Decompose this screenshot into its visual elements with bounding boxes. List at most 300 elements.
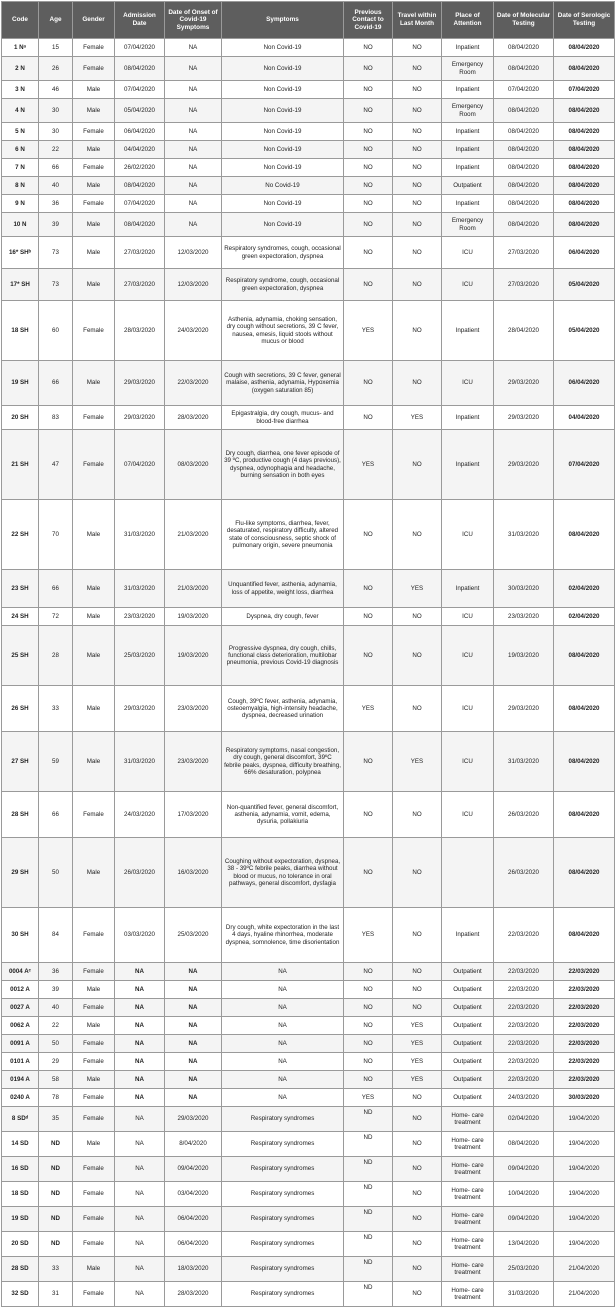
cell-contact: NO (344, 361, 393, 406)
cell-gender: Female (73, 1157, 115, 1182)
cell-serologic: 19/04/2020 (554, 1182, 615, 1207)
cell-molecular: 29/03/2020 (494, 686, 554, 732)
table-row (2, 626, 615, 686)
cell-place: Outpatient (442, 1035, 494, 1053)
cell-admission: 31/03/2020 (115, 570, 165, 608)
cell-code: 9 N (2, 195, 39, 213)
cell-travel: NO (393, 981, 442, 999)
cell-symptoms: NA (222, 1071, 344, 1089)
cell-serologic: 06/04/2020 (554, 361, 615, 406)
table-row (2, 269, 615, 301)
cell-serologic: 21/04/2020 (554, 1282, 615, 1307)
cell-gender: Male (73, 1132, 115, 1157)
cell-age: 30 (39, 123, 73, 141)
cell-serologic: 08/04/2020 (554, 213, 615, 237)
cell-gender: Female (73, 301, 115, 361)
cell-contact: NO (344, 195, 393, 213)
table-row (2, 1089, 615, 1107)
cell-gender: Male (73, 608, 115, 626)
cell-age: 59 (39, 732, 73, 792)
cell-place: Outpatient (442, 999, 494, 1017)
cell-admission: 25/03/2020 (115, 626, 165, 686)
cell-onset: 21/03/2020 (165, 570, 222, 608)
cell-molecular: 10/04/2020 (494, 1182, 554, 1207)
cell-molecular: 09/04/2020 (494, 1207, 554, 1232)
cell-age: 66 (39, 792, 73, 838)
cell-admission: 27/03/2020 (115, 237, 165, 269)
cell-onset: 17/03/2020 (165, 792, 222, 838)
cell-travel: NO (393, 57, 442, 81)
cell-contact: NO (344, 732, 393, 792)
cell-admission: 08/04/2020 (115, 213, 165, 237)
cell-symptoms: Dry cough, diarrhea, one fever episode of 39 ºC, productive cough (4 days previous), dyspnea, odynophagia and headache, burning sensation in both eyes (222, 430, 344, 500)
cell-travel: NO (393, 1107, 442, 1132)
cell-gender: Female (73, 1182, 115, 1207)
cell-serologic: 22/03/2020 (554, 1017, 615, 1035)
cell-contact: NO (344, 141, 393, 159)
cell-place: Outpatient (442, 1053, 494, 1071)
cell-serologic: 05/04/2020 (554, 301, 615, 361)
cell-admission: NA (115, 1107, 165, 1132)
cell-age: 66 (39, 361, 73, 406)
cell-travel: NO (393, 999, 442, 1017)
cell-age: 46 (39, 81, 73, 99)
table-row (2, 1232, 615, 1257)
cell-contact: NO (344, 159, 393, 177)
cell-serologic: 22/03/2020 (554, 999, 615, 1017)
cell-age: 50 (39, 1035, 73, 1053)
cell-serologic: 02/04/2020 (554, 570, 615, 608)
cell-place: Home- care treatment (442, 1257, 494, 1282)
cell-age: 84 (39, 908, 73, 963)
cell-age: 58 (39, 1071, 73, 1089)
cell-onset: NA (165, 195, 222, 213)
cell-contact: NO (344, 99, 393, 123)
cell-admission: 26/02/2020 (115, 159, 165, 177)
cell-molecular: 24/03/2020 (494, 1089, 554, 1107)
cell-molecular: 08/04/2020 (494, 195, 554, 213)
cell-admission: NA (115, 1017, 165, 1035)
header-admission-date: Admission Date (115, 2, 165, 39)
cell-place: Home- care treatment (442, 1207, 494, 1232)
cell-age: 39 (39, 213, 73, 237)
cell-onset: NA (165, 1017, 222, 1035)
cell-travel: NO (393, 195, 442, 213)
cell-onset: NA (165, 39, 222, 57)
cell-place: Outpatient (442, 177, 494, 195)
cell-contact: NO (344, 570, 393, 608)
cell-place: Emergency Room (442, 57, 494, 81)
table-row (2, 908, 615, 963)
cell-contact: ND (344, 1257, 393, 1282)
cell-admission: 07/04/2020 (115, 430, 165, 500)
table-row (2, 1207, 615, 1232)
cell-code: 21 SH (2, 430, 39, 500)
cell-onset: NA (165, 159, 222, 177)
cell-age: 35 (39, 1107, 73, 1132)
cell-admission: NA (115, 981, 165, 999)
cell-admission: 24/03/2020 (115, 792, 165, 838)
cell-place: ICU (442, 269, 494, 301)
cell-onset: NA (165, 1089, 222, 1107)
cell-contact: NO (344, 1071, 393, 1089)
cell-symptoms: Non Covid-19 (222, 39, 344, 57)
cell-contact: YES (344, 430, 393, 500)
cell-age: 70 (39, 500, 73, 570)
cell-travel: YES (393, 1071, 442, 1089)
table-row (2, 981, 615, 999)
cell-travel: NO (393, 99, 442, 123)
table-row (2, 361, 615, 406)
cell-age: 83 (39, 406, 73, 430)
cell-gender: Female (73, 39, 115, 57)
cell-admission: 06/04/2020 (115, 123, 165, 141)
cell-code: 29 SH (2, 838, 39, 908)
table-row (2, 838, 615, 908)
table-row (2, 1035, 615, 1053)
cell-gender: Male (73, 686, 115, 732)
cell-molecular: 08/04/2020 (494, 159, 554, 177)
cell-age: 15 (39, 39, 73, 57)
cell-place: Outpatient (442, 981, 494, 999)
cell-gender: Female (73, 792, 115, 838)
table-body (2, 39, 615, 1307)
cell-place: Inpatient (442, 123, 494, 141)
cell-molecular: 19/03/2020 (494, 626, 554, 686)
cell-symptoms: Non Covid-19 (222, 213, 344, 237)
cell-contact: NO (344, 177, 393, 195)
table-row (2, 1017, 615, 1035)
cell-serologic: 07/04/2020 (554, 430, 615, 500)
cell-code: 19 SH (2, 361, 39, 406)
cell-serologic: 22/03/2020 (554, 963, 615, 981)
cell-travel: NO (393, 626, 442, 686)
cell-travel: NO (393, 1232, 442, 1257)
table-row (2, 1182, 615, 1207)
cell-onset: NA (165, 1053, 222, 1071)
cell-place: ICU (442, 500, 494, 570)
cell-place: Inpatient (442, 39, 494, 57)
cell-place: Inpatient (442, 159, 494, 177)
cell-gender: Female (73, 908, 115, 963)
table-row (2, 792, 615, 838)
cell-age: 47 (39, 430, 73, 500)
cell-serologic: 08/04/2020 (554, 39, 615, 57)
cell-code: 7 N (2, 159, 39, 177)
cell-place: Outpatient (442, 1017, 494, 1035)
table-row (2, 1132, 615, 1157)
cell-travel: NO (393, 908, 442, 963)
cell-onset: NA (165, 963, 222, 981)
cell-onset: 25/03/2020 (165, 908, 222, 963)
cell-admission: 04/04/2020 (115, 141, 165, 159)
cell-serologic: 07/04/2020 (554, 81, 615, 99)
cell-molecular: 31/03/2020 (494, 500, 554, 570)
cell-code: 26 SH (2, 686, 39, 732)
cell-code: 4 N (2, 99, 39, 123)
cell-travel: NO (393, 500, 442, 570)
cell-molecular: 02/04/2020 (494, 1107, 554, 1132)
cell-symptoms: Asthenia, adynamia, choking sensation, dry cough without secretions, 39 C fever, nausea, emesis, liquid stools without mucus or blood (222, 301, 344, 361)
cell-serologic: 08/04/2020 (554, 195, 615, 213)
cell-admission: 26/03/2020 (115, 838, 165, 908)
cell-age: 66 (39, 159, 73, 177)
cell-code: 20 SD (2, 1232, 39, 1257)
cell-symptoms: Respiratory syndromes (222, 1182, 344, 1207)
cell-admission: 31/03/2020 (115, 500, 165, 570)
cell-age: 30 (39, 99, 73, 123)
cell-travel: NO (393, 430, 442, 500)
cell-serologic: 08/04/2020 (554, 732, 615, 792)
header-gender: Gender (73, 2, 115, 39)
cell-travel: NO (393, 1182, 442, 1207)
cell-contact: NO (344, 1017, 393, 1035)
table-row (2, 301, 615, 361)
cell-contact: NO (344, 237, 393, 269)
cell-serologic: 19/04/2020 (554, 1107, 615, 1132)
cell-travel: NO (393, 269, 442, 301)
table-row (2, 57, 615, 81)
cell-gender: Male (73, 626, 115, 686)
cell-gender: Female (73, 999, 115, 1017)
cell-onset: 06/04/2020 (165, 1207, 222, 1232)
cell-place: Inpatient (442, 141, 494, 159)
cell-contact: ND (344, 1157, 393, 1182)
cell-serologic: 08/04/2020 (554, 908, 615, 963)
cell-admission: NA (115, 1257, 165, 1282)
cell-gender: Female (73, 1232, 115, 1257)
cell-molecular: 22/03/2020 (494, 999, 554, 1017)
cell-symptoms: Respiratory syndromes (222, 1157, 344, 1182)
cell-travel: NO (393, 177, 442, 195)
cell-place: Home- care treatment (442, 1107, 494, 1132)
table-row (2, 159, 615, 177)
cell-molecular: 22/03/2020 (494, 908, 554, 963)
cell-admission: NA (115, 1132, 165, 1157)
cell-symptoms: Dry cough, white expectoration in the last 4 days, hyaline rhinorrhea, moderate dyspnea, somnolence, time disorientation (222, 908, 344, 963)
cell-symptoms: NA (222, 1017, 344, 1035)
cell-serologic: 02/04/2020 (554, 608, 615, 626)
cell-code: 20 SH (2, 406, 39, 430)
cell-serologic: 08/04/2020 (554, 141, 615, 159)
cell-contact: NO (344, 608, 393, 626)
cell-admission: 23/03/2020 (115, 608, 165, 626)
cell-symptoms: Respiratory syndromes (222, 1257, 344, 1282)
cell-place: ICU (442, 608, 494, 626)
header-place-of-attention: Place of Attention (442, 2, 494, 39)
cell-onset: NA (165, 1071, 222, 1089)
cell-serologic: 22/03/2020 (554, 1053, 615, 1071)
cell-code: 8 N (2, 177, 39, 195)
cell-gender: Male (73, 213, 115, 237)
cell-serologic: 04/04/2020 (554, 406, 615, 430)
cell-molecular: 22/03/2020 (494, 1053, 554, 1071)
cell-age: 36 (39, 963, 73, 981)
cell-onset: 23/03/2020 (165, 732, 222, 792)
cell-age: 22 (39, 1017, 73, 1035)
cell-contact: NO (344, 626, 393, 686)
cell-molecular: 09/04/2020 (494, 1157, 554, 1182)
cell-admission: 05/04/2020 (115, 99, 165, 123)
cell-onset: 03/04/2020 (165, 1182, 222, 1207)
cell-place: ICU (442, 237, 494, 269)
cell-code: 32 SD (2, 1282, 39, 1307)
cell-place (442, 838, 494, 908)
cell-onset: NA (165, 99, 222, 123)
cell-admission: 08/04/2020 (115, 57, 165, 81)
cell-symptoms: Respiratory syndromes (222, 1107, 344, 1132)
cell-admission: NA (115, 1157, 165, 1182)
cell-molecular: 08/04/2020 (494, 1132, 554, 1157)
table-row (2, 430, 615, 500)
cell-travel: NO (393, 81, 442, 99)
cell-symptoms: Progressive dyspnea, dry cough, chills, functional class deterioration, multilobar pneumonia, previous Covid-19 diagnosis (222, 626, 344, 686)
cell-gender: Female (73, 159, 115, 177)
cell-admission: 08/04/2020 (115, 177, 165, 195)
table-row (2, 141, 615, 159)
cell-serologic: 22/03/2020 (554, 1035, 615, 1053)
cell-place: ICU (442, 361, 494, 406)
cell-code: 18 SH (2, 301, 39, 361)
cell-symptoms: NA (222, 963, 344, 981)
cell-molecular: 28/04/2020 (494, 301, 554, 361)
cell-contact: NO (344, 213, 393, 237)
cell-onset: 24/03/2020 (165, 301, 222, 361)
cell-contact: NO (344, 838, 393, 908)
cell-place: Emergency Room (442, 213, 494, 237)
cell-serologic: 22/03/2020 (554, 981, 615, 999)
cell-molecular: 22/03/2020 (494, 981, 554, 999)
cell-molecular: 08/04/2020 (494, 39, 554, 57)
cell-code: 0101 A (2, 1053, 39, 1071)
header-symptoms: Symptoms (222, 2, 344, 39)
cell-serologic: 08/04/2020 (554, 57, 615, 81)
cell-gender: Male (73, 237, 115, 269)
cell-travel: NO (393, 1257, 442, 1282)
cell-symptoms: No Covid-19 (222, 177, 344, 195)
cell-onset: 18/03/2020 (165, 1257, 222, 1282)
cell-admission: NA (115, 1207, 165, 1232)
cell-code: 0091 A (2, 1035, 39, 1053)
cell-molecular: 07/04/2020 (494, 81, 554, 99)
cell-admission: 03/03/2020 (115, 908, 165, 963)
cell-gender: Female (73, 1107, 115, 1132)
cell-place: ICU (442, 792, 494, 838)
cell-gender: Male (73, 361, 115, 406)
cell-symptoms: Cough, 39ºC fever, asthenia, adynamia, osteoemyalgia, high-intensity headache, dyspnea, decreased urination (222, 686, 344, 732)
cell-age: 73 (39, 269, 73, 301)
header-molecular-testing: Date of Molecular Testing (494, 2, 554, 39)
table-row (2, 99, 615, 123)
cell-admission: 27/03/2020 (115, 269, 165, 301)
cell-code: 30 SH (2, 908, 39, 963)
cell-molecular: 08/04/2020 (494, 141, 554, 159)
cell-age: 33 (39, 1257, 73, 1282)
cell-code: 1 Nᵃ (2, 39, 39, 57)
table-row (2, 1053, 615, 1071)
table-row (2, 406, 615, 430)
cell-symptoms: Unquantified fever, asthenia, adynamia, loss of appetite, weight loss, diarrhea (222, 570, 344, 608)
cell-molecular: 29/03/2020 (494, 406, 554, 430)
cell-code: 23 SH (2, 570, 39, 608)
cell-serologic: 21/04/2020 (554, 1257, 615, 1282)
cell-molecular: 22/03/2020 (494, 1071, 554, 1089)
cell-age: 22 (39, 141, 73, 159)
cell-molecular: 26/03/2020 (494, 838, 554, 908)
cell-molecular: 22/03/2020 (494, 1035, 554, 1053)
table-row (2, 1257, 615, 1282)
cell-age: ND (39, 1207, 73, 1232)
table-row (2, 177, 615, 195)
cell-contact: ND (344, 1132, 393, 1157)
cell-molecular: 30/03/2020 (494, 570, 554, 608)
cell-place: Outpatient (442, 1071, 494, 1089)
cell-serologic: 08/04/2020 (554, 159, 615, 177)
cell-code: 6 N (2, 141, 39, 159)
cell-age: 36 (39, 195, 73, 213)
cell-onset: NA (165, 213, 222, 237)
table-row (2, 1282, 615, 1307)
cell-age: 78 (39, 1089, 73, 1107)
cell-onset: 12/03/2020 (165, 269, 222, 301)
cell-travel: NO (393, 123, 442, 141)
cell-code: 0027 A (2, 999, 39, 1017)
cell-gender: Female (73, 1207, 115, 1232)
cell-code: 27 SH (2, 732, 39, 792)
cell-symptoms: Dyspnea, dry cough, fever (222, 608, 344, 626)
table-row (2, 213, 615, 237)
cell-admission: 07/04/2020 (115, 39, 165, 57)
cell-onset: NA (165, 81, 222, 99)
cell-symptoms: NA (222, 1089, 344, 1107)
cell-contact: NO (344, 963, 393, 981)
cell-travel: YES (393, 570, 442, 608)
cell-gender: Male (73, 838, 115, 908)
cell-code: 16 SD (2, 1157, 39, 1182)
cell-onset: 12/03/2020 (165, 237, 222, 269)
cell-contact: NO (344, 1053, 393, 1071)
cell-serologic: 08/04/2020 (554, 123, 615, 141)
cell-symptoms: Respiratory syndrome, cough, occasional green expectoration, dyspnea (222, 269, 344, 301)
cell-age: ND (39, 1182, 73, 1207)
cell-contact: NO (344, 500, 393, 570)
cell-gender: Female (73, 963, 115, 981)
cell-symptoms: NA (222, 999, 344, 1017)
patient-table (1, 1, 615, 1307)
cell-onset: 29/03/2020 (165, 1107, 222, 1132)
cell-serologic: 08/04/2020 (554, 626, 615, 686)
cell-code: 19 SD (2, 1207, 39, 1232)
cell-travel: NO (393, 686, 442, 732)
cell-gender: Male (73, 500, 115, 570)
cell-travel: NO (393, 838, 442, 908)
cell-gender: Female (73, 1053, 115, 1071)
cell-symptoms: Non Covid-19 (222, 57, 344, 81)
cell-gender: Female (73, 1282, 115, 1307)
cell-symptoms: Non Covid-19 (222, 141, 344, 159)
cell-serologic: 08/04/2020 (554, 686, 615, 732)
cell-molecular: 08/04/2020 (494, 213, 554, 237)
table-row (2, 195, 615, 213)
cell-gender: Female (73, 123, 115, 141)
cell-admission: 29/03/2020 (115, 361, 165, 406)
cell-serologic: 08/04/2020 (554, 792, 615, 838)
cell-molecular: 13/04/2020 (494, 1232, 554, 1257)
cell-molecular: 31/03/2020 (494, 732, 554, 792)
cell-age: 26 (39, 57, 73, 81)
cell-age: ND (39, 1132, 73, 1157)
cell-gender: Male (73, 1017, 115, 1035)
